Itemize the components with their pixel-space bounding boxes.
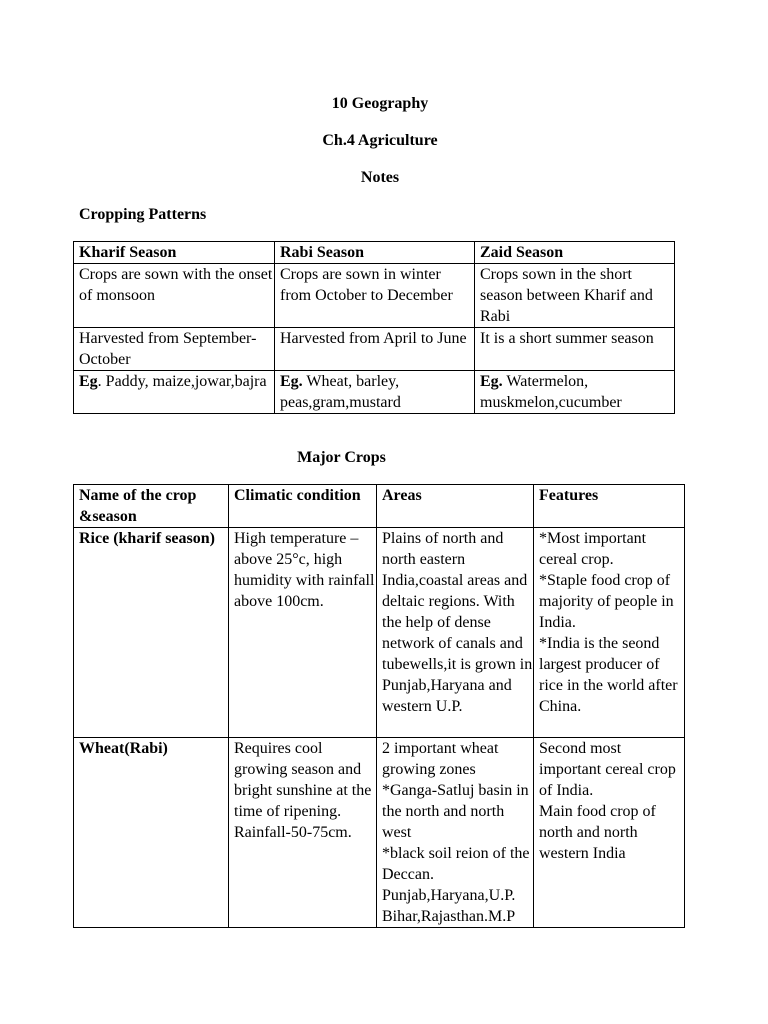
example-cell (74, 371, 275, 414)
table-row (74, 328, 675, 371)
example-sep: . (97, 373, 106, 390)
table-cell: 2 important wheat growing zones *Ganga-Satluj basin in the north and north west *black soil reion of the Deccan. Punjab,Haryana,U.P. Bihar,Rajasthan.M.P (377, 738, 534, 928)
table-row-examples (74, 371, 675, 414)
cropping-patterns-table (73, 241, 675, 414)
table-cell: *Most important cereal crop. *Staple food crop of majority of people in India. *India is the seond largest producer of rice in the world after China. (534, 528, 685, 738)
example-label: Eg. (280, 373, 303, 390)
example-cell (275, 371, 475, 414)
table-cell: High temperature – above 25°c, high humidity with rainfall above 100cm. (229, 528, 377, 738)
example-text: Paddy, maize,jowar,bajra (105, 373, 267, 390)
table-header-row (74, 485, 685, 528)
table-cell: Requires cool growing season and bright sunshine at the time of ripening. Rainfall-50-75cm. (229, 738, 377, 928)
table-header-row (74, 242, 675, 264)
subject-title: 10 Geography (331, 95, 429, 112)
example-label: Eg (79, 373, 98, 390)
major-crops-table (73, 484, 685, 928)
example-label: Eg. (480, 373, 503, 390)
example-text: Wheat, barley, peas,gram,mustard (280, 373, 401, 411)
table-cell: Crops are sown in winter from October to December (275, 264, 475, 328)
notes-heading: Notes (360, 169, 400, 186)
example-text: Watermelon, muskmelon,cucumber (480, 373, 622, 411)
table-cell: Crops are sown with the onset of monsoon (74, 264, 275, 328)
crop-name-cell: Rice (kharif season) (74, 528, 229, 738)
header-cell: Rabi Season (275, 242, 475, 264)
major-crops-heading: Major Crops (297, 449, 386, 466)
table-cell: Harvested from April to June (275, 328, 475, 371)
table-cell: It is a short summer season (475, 328, 675, 371)
table-row (74, 528, 685, 738)
table-cell: Harvested from September-October (74, 328, 275, 371)
example-cell (475, 371, 675, 414)
header-cell: Kharif Season (74, 242, 275, 264)
header-cell: Features (534, 485, 685, 528)
crop-name-cell: Wheat(Rabi) (74, 738, 229, 928)
table-row (74, 738, 685, 928)
table-cell: Crops sown in the short season between Kharif and Rabi (475, 264, 675, 328)
header-cell: Zaid Season (475, 242, 675, 264)
table-cell: Plains of north and north eastern India,coastal areas and deltaic regions. With the help of dense network of canals and tubewells,it is grown in Punjab,Haryana and western U.P. (377, 528, 534, 738)
header-cell: Name of the crop &season (74, 485, 229, 528)
table-row (74, 264, 675, 328)
cropping-patterns-heading: Cropping Patterns (79, 206, 207, 223)
chapter-title: Ch.4 Agriculture (322, 132, 438, 149)
table-cell: Second most important cereal crop of India. Main food crop of north and north western India (534, 738, 685, 928)
header-cell: Climatic condition (229, 485, 377, 528)
header-cell: Areas (377, 485, 534, 528)
